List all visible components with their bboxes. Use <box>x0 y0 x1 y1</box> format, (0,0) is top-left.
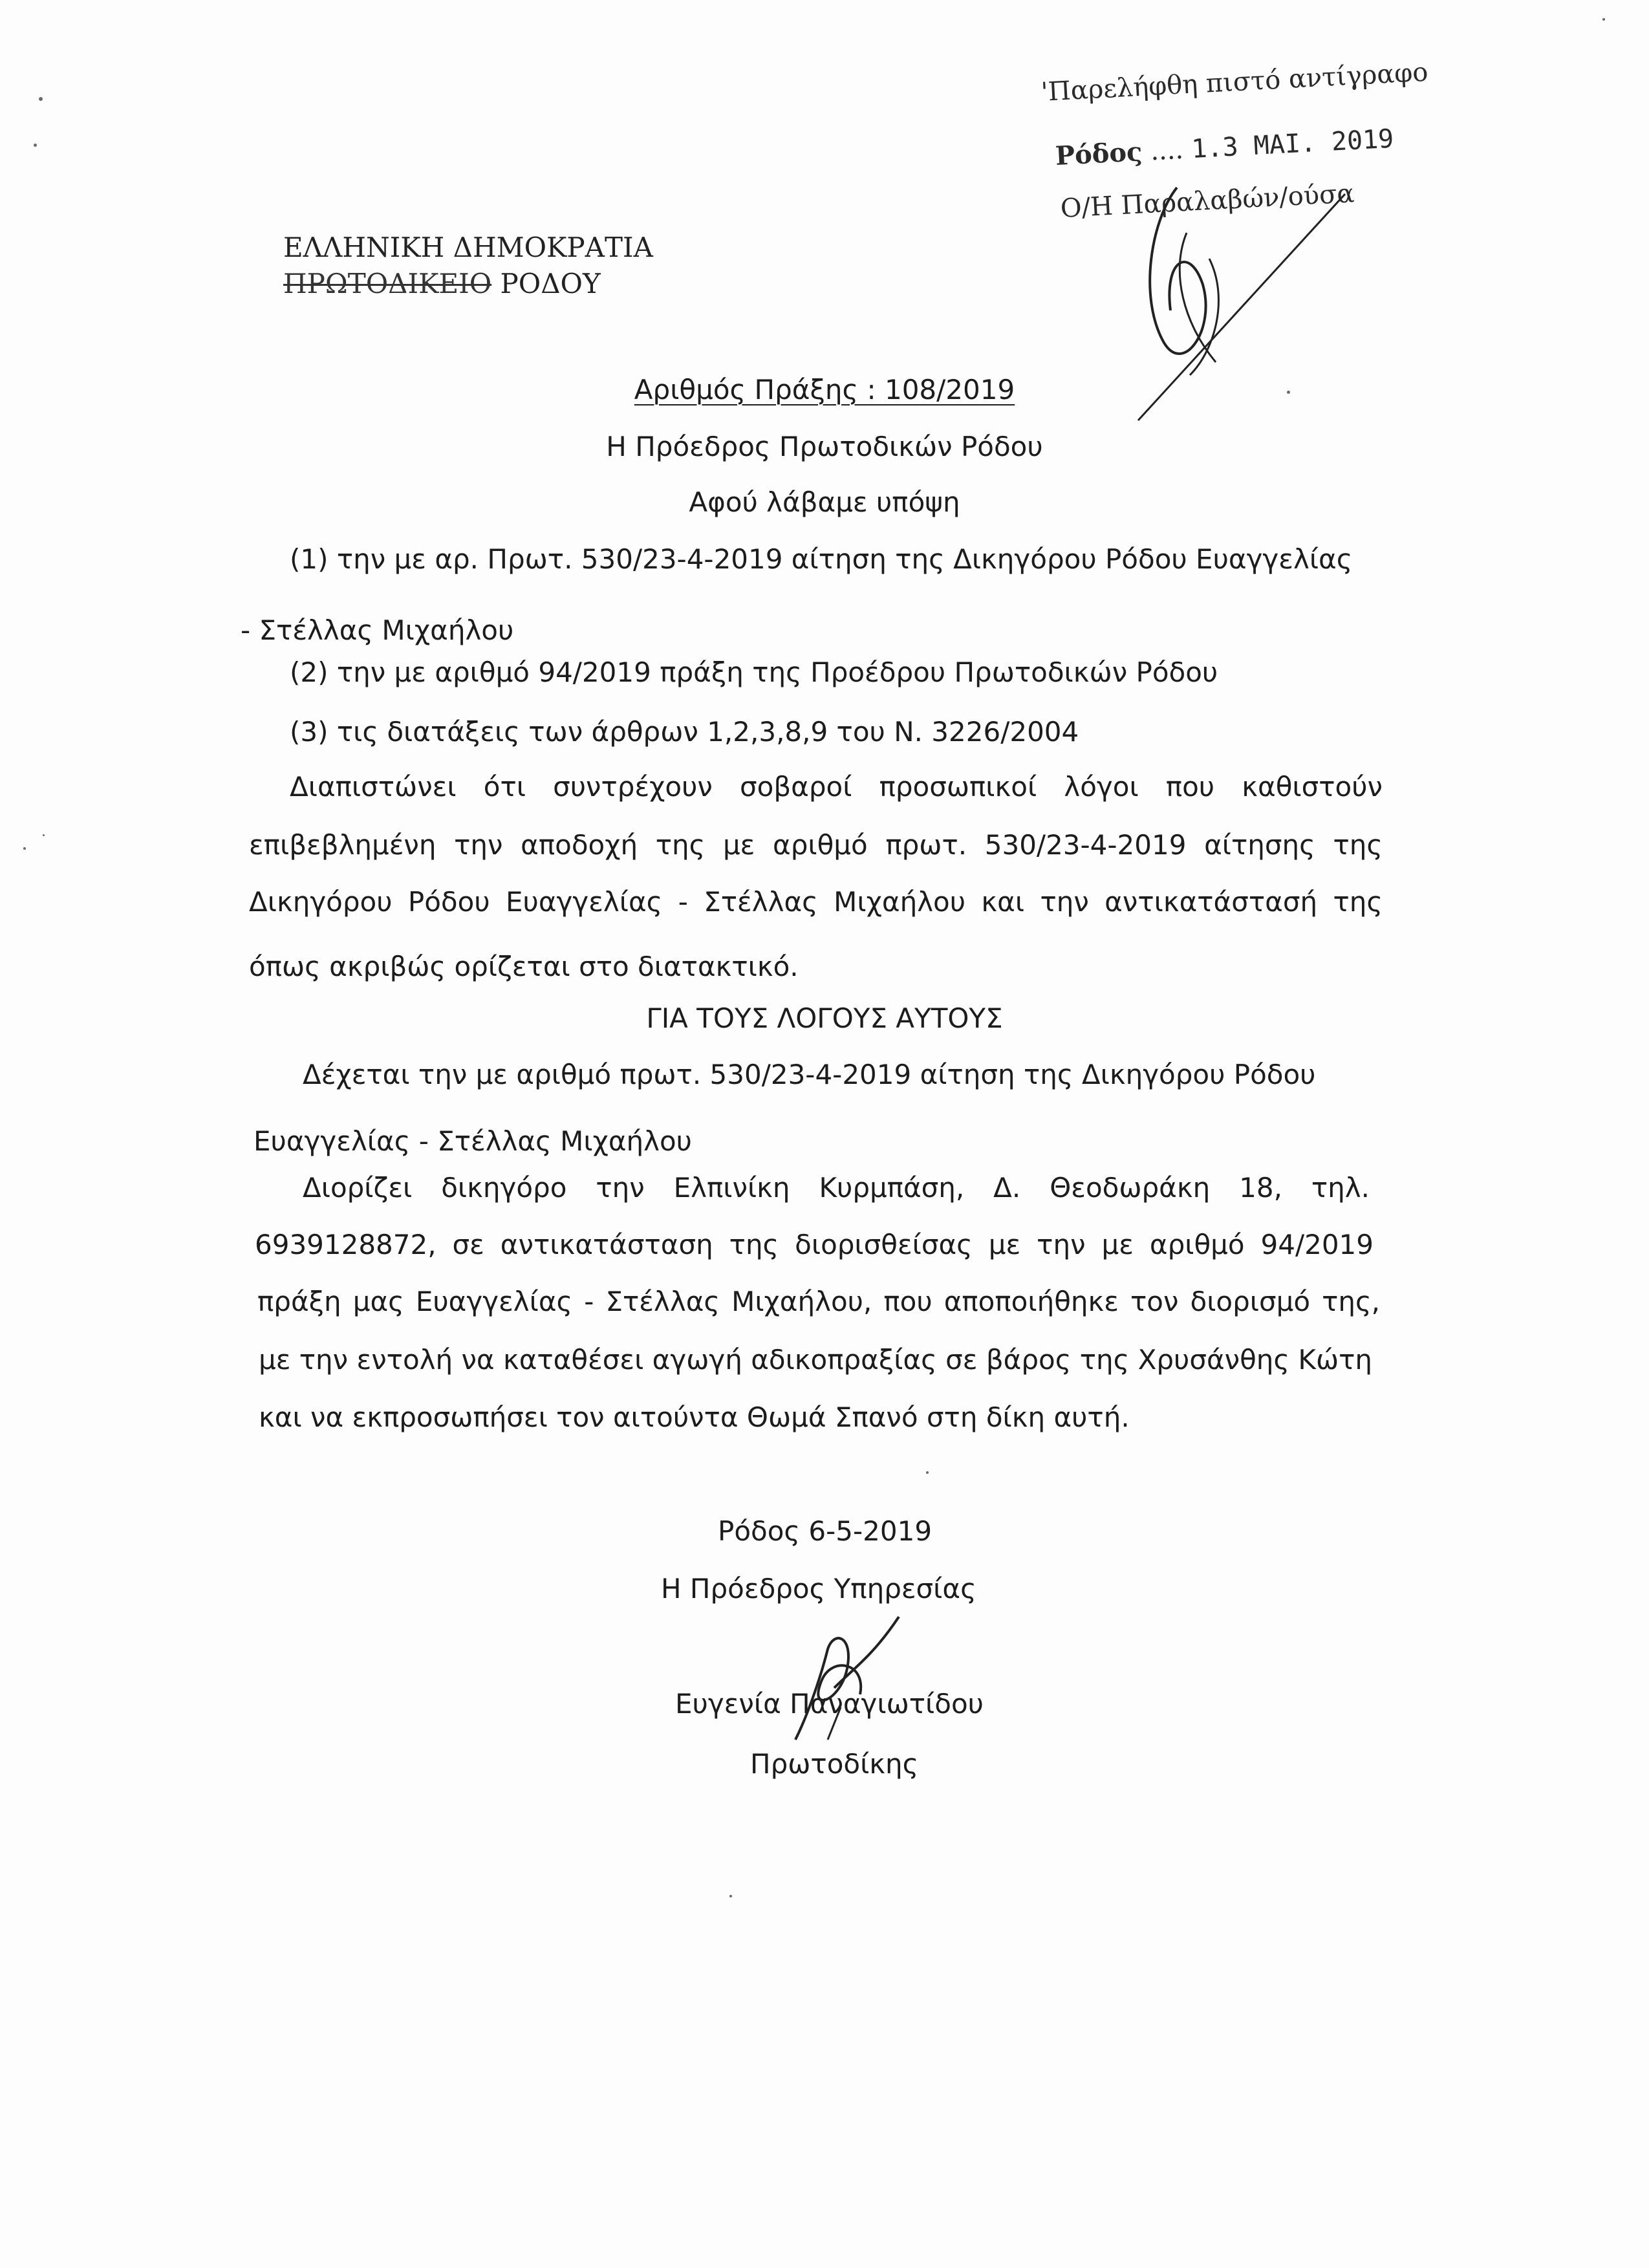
reasons-heading: ΓΙΑ ΤΟΥΣ ΛΟΓΟΥΣ ΑΥΤΟΥΣ <box>646 1002 1003 1034</box>
header-court <box>283 266 653 302</box>
signature-title: Πρωτοδίκης <box>750 1748 919 1780</box>
stamp-line-received: 'Παρελήφθη πιστό αντίγραφο <box>1040 57 1429 107</box>
appoint-line-5: και να εκπροσωπήσει τον αιτούντα Θωμά Σπανό στη δίκη αυτή. <box>259 1401 1130 1433</box>
para1-line-2: επιβεβλημένη την αποδοχή της με αριθμό πρωτ. 530/23-4-2019 αίτησης της <box>249 829 1383 861</box>
scan-speck <box>39 97 43 101</box>
scan-speck <box>34 144 37 147</box>
header-court-city: ΡΟΔΟΥ <box>500 268 601 299</box>
signature-role: Η Πρόεδρος Υπηρεσίας <box>661 1573 976 1604</box>
para1-line-3: Δικηγόρου Ρόδου Ευαγγελίας - Στέλλας Μιχαήλου και την αντικατάστασή της <box>249 886 1383 918</box>
item-3: (3) τις διατάξεις των άρθρων 1,2,3,8,9 του Ν. 3226/2004 <box>290 716 1079 748</box>
scan-speck <box>729 1895 732 1897</box>
item-1-line-1: (1) την με αρ. Πρωτ. 530/23-4-2019 αίτηση της Δικηγόρου Ρόδου Ευαγγελίας <box>290 543 1353 575</box>
stamp-line-recipient: Ο/Η Παραλαβών/ούσα <box>1059 178 1355 224</box>
president-line: Η Πρόεδρος Πρωτοδικών Ρόδου <box>606 431 1043 462</box>
para1-line-4: όπως ακριβώς ορίζεται στο διατακτικό. <box>249 951 799 982</box>
act-number-title <box>0 374 1649 405</box>
stamp-date: 1.3 ΜΑΙ. 2019 <box>1191 124 1395 164</box>
appoint-line-1: Διορίζει δικηγόρο την Ελπινίκη Κυρμπάση, Δ. Θεοδωράκη 18, τηλ. <box>303 1172 1370 1204</box>
signature-place-date: Ρόδος 6-5-2019 <box>718 1515 932 1547</box>
stamp-line-date <box>1055 124 1395 171</box>
para1-line-1: Διαπιστώνει ότι συντρέχουν σοβαροί προσωπικοί λόγοι που καθιστούν <box>290 771 1383 803</box>
scan-speck <box>23 847 26 850</box>
item-2: (2) την με αριθμό 94/2019 πράξη της Προέδρου Πρωτοδικών Ρόδου <box>290 656 1218 688</box>
scan-speck <box>1602 18 1605 21</box>
appoint-line-3: πράξη μας Ευαγγελίας - Στέλλας Μιχαήλου, που αποποιήθηκε τον διορισμό της, <box>257 1286 1380 1317</box>
signature-name: Ευγενία Παναγιωτίδου <box>675 1688 984 1720</box>
header-court-word: ΠΡΩΤΟΔΙΚΕΙΟ <box>283 268 492 299</box>
scan-speck <box>43 834 45 836</box>
accept-line-1: Δέχεται την με αριθμό πρωτ. 530/23-4-2019 αίτηση της Δικηγόρου Ρόδου <box>303 1059 1316 1090</box>
act-number: Αριθμός Πράξης : 108/2019 <box>634 374 1015 405</box>
accept-line-2: Ευαγγελίας - Στέλλας Μιχαήλου <box>253 1125 692 1157</box>
appoint-line-2: 6939128872, σε αντικατάσταση της διορισθείσας με την με αριθμό 94/2019 <box>255 1229 1374 1260</box>
header-block <box>283 230 653 302</box>
stamp-place: Ρόδος <box>1054 136 1143 171</box>
scan-speck <box>926 1471 929 1474</box>
president-signature-icon <box>770 1610 938 1746</box>
stamp-dots: .... <box>1149 135 1185 167</box>
considering-line: Αφού λάβαμε υπόψη <box>689 486 960 518</box>
header-republic: ΕΛΛΗΝΙΚΗ ΔΗΜΟΚΡΑΤΙΑ <box>283 232 653 263</box>
item-1-line-2: - Στέλλας Μιχαήλου <box>241 614 514 646</box>
appoint-line-4: με την εντολή να καταθέσει αγωγή αδικοπραξίας σε βάρος της Χρυσάνθης Κώτη <box>259 1344 1373 1376</box>
